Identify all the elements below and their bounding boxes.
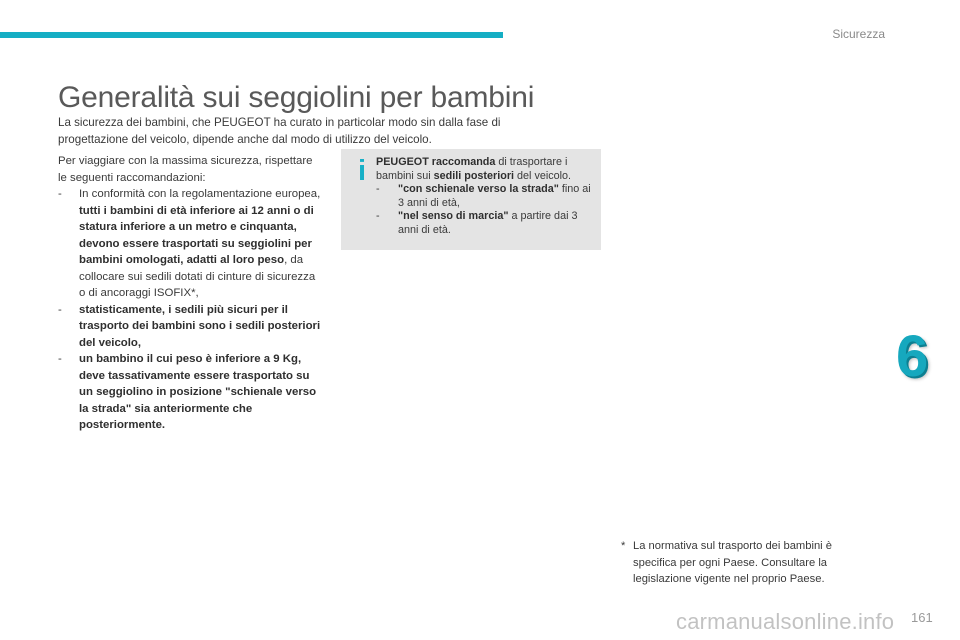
info-text-part: di trasportare i bambini sui <box>376 156 568 182</box>
list-dash: - <box>58 303 62 316</box>
page-number: 161 <box>911 610 933 625</box>
item-bold-text: un bambino il cui peso è inferiore a 9 Kg, deve tassativamente essere trasportato su un seggiolino in posizione "schienale verso la strada" sia anteriormente che posteriormente. <box>79 353 317 431</box>
list-item <box>376 210 598 237</box>
info-text-part: del veicolo. <box>514 169 572 182</box>
info-bold-text: "con schienale verso la strada" <box>398 183 559 195</box>
list-dash: - <box>58 188 62 200</box>
info-list <box>376 183 598 237</box>
item-bold-text: tutti i bambini di età inferiore ai 12 anni o di statura inferiore a un metro e cinquanta, devono essere trasportati su seggiolini per bambini omologati, adatti al loro peso <box>79 204 314 266</box>
item-text: In conformità con la regolamentazione europea, <box>79 188 321 200</box>
recommendations-column <box>58 153 323 434</box>
footnote-text: La normativa sul trasporto dei bambini è specifica per ogni Paese. Consultare la legislazione vigente nel proprio Paese. <box>633 540 832 585</box>
section-title: Sicurezza <box>832 27 885 41</box>
page-title: Generalità sui seggiolini per bambini <box>58 81 535 115</box>
list-item <box>58 351 323 434</box>
info-icon: i <box>357 155 367 187</box>
footnote <box>621 538 878 588</box>
list-item <box>376 183 598 210</box>
info-bold-text: "nel senso di marcia" <box>398 210 509 222</box>
footnote-marker: * <box>621 540 626 552</box>
list-dash: - <box>376 210 380 222</box>
info-text-part: fino ai 3 anni di età, <box>398 183 591 209</box>
list-item <box>58 186 323 302</box>
intro-paragraph: La sicurezza dei bambini, che PEUGEOT ha curato in particolar modo sin dalla fase di progettazione del veicolo, dipende anche dal modo di utilizzo del veicolo. <box>58 115 501 146</box>
info-paragraph <box>376 156 598 183</box>
section-accent-bar <box>0 32 503 38</box>
info-brand: PEUGEOT raccomanda <box>376 156 496 168</box>
item-text: , da collocare sui sedili dotati di cinture di sicurezza o di ancoraggi ISOFIX*, <box>79 254 316 299</box>
recommendations-lead: Per viaggiare con la massima sicurezza, rispettare le seguenti raccomandazioni: <box>58 155 313 184</box>
info-text <box>376 156 598 237</box>
list-dash: - <box>376 183 380 195</box>
info-bold-text: sedili posteriori <box>433 169 515 182</box>
info-box <box>341 149 601 250</box>
recommendations-list <box>58 186 323 434</box>
item-bold-text: statisticamente, i sedili più sicuri per il trasporto dei bambini sono i sedili posteriori del veicolo, <box>79 303 321 349</box>
info-text-part: a partire dai 3 anni di età. <box>398 210 578 236</box>
list-dash: - <box>58 353 62 365</box>
chapter-number: 6 <box>896 324 929 389</box>
list-item <box>58 302 323 352</box>
watermark: carmanualsonline.info <box>676 609 895 634</box>
